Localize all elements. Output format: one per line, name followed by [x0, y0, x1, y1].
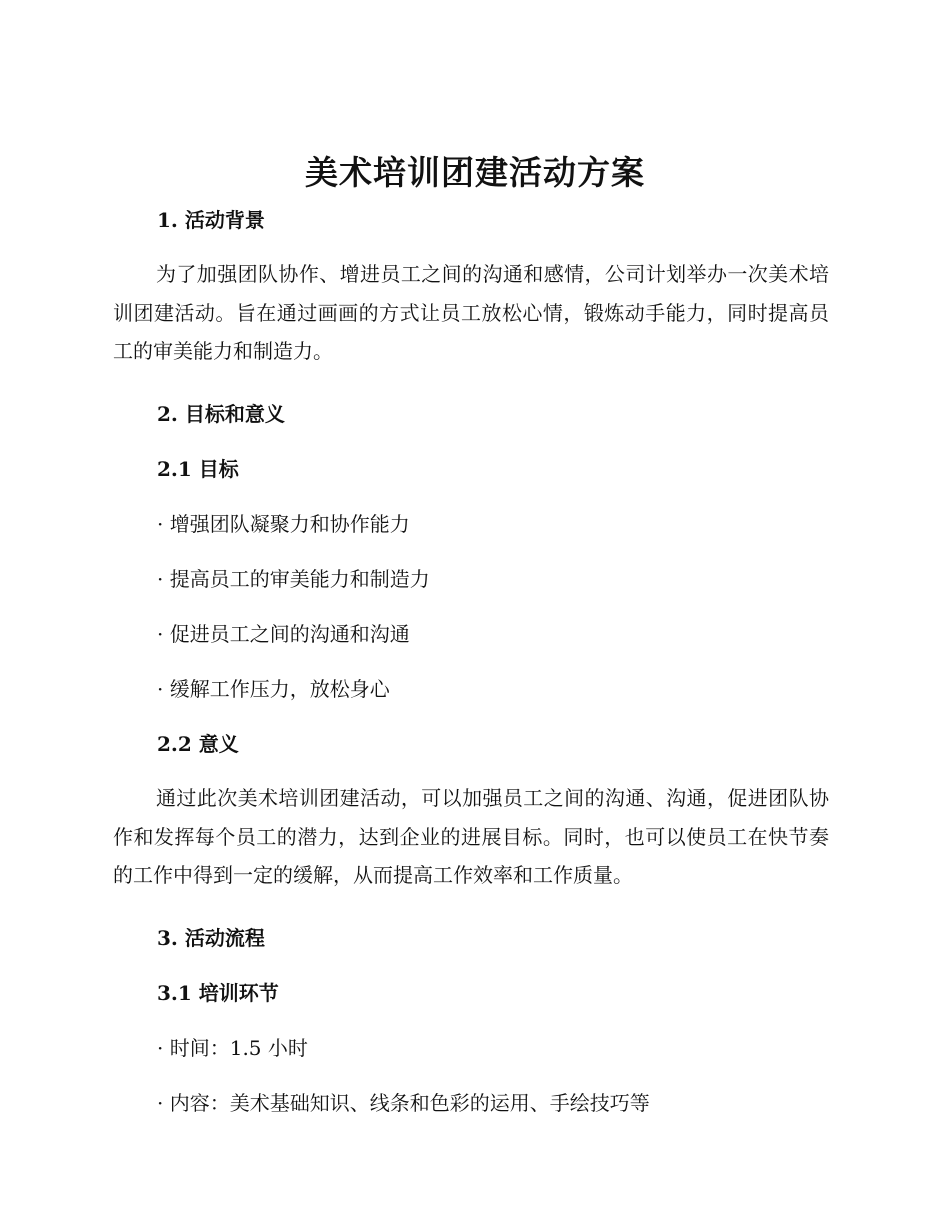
section-heading-goals-meaning: 2. 目标和意义 — [157, 402, 285, 426]
subsection-heading-meaning: 2.2 意义 — [157, 732, 239, 756]
subsection-heading-goals: 2.1 目标 — [157, 457, 239, 481]
training-bullet-item: · 内容：美术基础知识、线条和色彩的运用、手绘技巧等 — [157, 1091, 650, 1115]
goal-bullet-item: · 增强团队凝聚力和协作能力 — [157, 512, 410, 536]
document-title: 美术培训团建活动方案 — [305, 153, 645, 192]
section-heading-background: 1. 活动背景 — [157, 208, 265, 232]
goal-bullet-item: · 缓解工作压力，放松身心 — [157, 677, 390, 701]
background-paragraph: 为了加强团队协作、增进员工之间的沟通和感情，公司计划举办一次美术培训团建活动。旨在通过画画的方式让员工放松心情，锻炼动手能力，同时提高员工的审美能力和制造力。 — [113, 262, 829, 363]
goal-bullet-item: · 促进员工之间的沟通和沟通 — [157, 622, 410, 646]
goal-bullet-item: · 提高员工的审美能力和制造力 — [157, 567, 430, 591]
training-bullet-item: · 时间：1.5 小时 — [157, 1036, 308, 1060]
section-heading-process: 3. 活动流程 — [157, 926, 265, 950]
subsection-heading-training: 3.1 培训环节 — [157, 981, 279, 1005]
meaning-paragraph: 通过此次美术培训团建活动，可以加强员工之间的沟通、沟通，促进团队协作和发挥每个员工的潜力，达到企业的进展目标。同时，也可以使员工在快节奏的工作中得到一定的缓解，从而提高工作效率和工作质量。 — [113, 786, 829, 887]
